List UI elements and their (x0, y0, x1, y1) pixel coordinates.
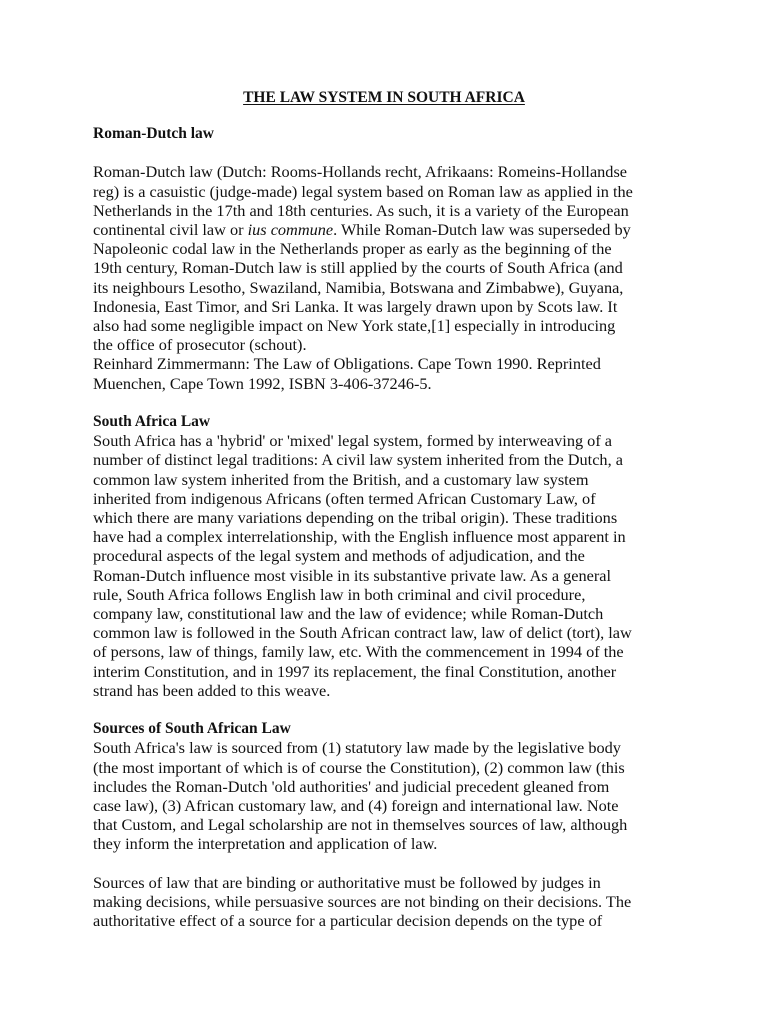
text-line: Roman-Dutch influence most visible in its substantive private law. As a general (93, 565, 612, 585)
text-line: includes the Roman-Dutch 'old authorities' and judicial precedent gleaned from (93, 776, 610, 796)
text-line: inherited from indigenous Africans (often termed African Customary Law, of (93, 488, 596, 508)
text-line: 19th century, Roman-Dutch law is still applied by the courts of South Africa (and (93, 258, 623, 278)
text-line: which there are many variations depending on the tribal origin). These traditions (93, 508, 618, 528)
text-line: Sources of law that are binding or authoritative must be followed by judges in (93, 872, 601, 892)
text-line: number of distinct legal traditions: A civil law system inherited from the Dutch, a (93, 450, 623, 470)
text-line: interim Constitution, and in 1997 its replacement, the final Constitution, another (93, 661, 617, 681)
text-line: strand has been added to this weave. (93, 680, 331, 700)
text-line: authoritative effect of a source for a particular decision depends on the type of (93, 911, 603, 931)
text-line: reg) is a casuistic (judge-made) legal system based on Roman law as applied in the (93, 181, 633, 201)
text-line: of persons, law of things, family law, etc. With the commencement in 1994 of the (93, 642, 624, 662)
text-line: the office of prosecutor (schout). (93, 335, 307, 355)
text-line: rule, South Africa follows English law in both criminal and civil procedure, (93, 584, 586, 604)
paragraph (93, 431, 653, 700)
text-line: have had a complex interrelationship, with the English influence most apparent in (93, 527, 626, 547)
text-line: that Custom, and Legal scholarship are not in themselves sources of law, although (93, 815, 628, 835)
text-line: its neighbours Lesotho, Swaziland, Namibia, Botswana and Zimbabwe), Guyana, (93, 277, 624, 297)
section-heading: Sources of South African Law (93, 720, 291, 738)
section-heading: South Africa Law (93, 413, 211, 431)
text-line: procedural aspects of the legal system and methods of adjudication, and the (93, 546, 585, 566)
section-heading: Roman-Dutch law (93, 125, 214, 142)
paragraph (93, 873, 653, 931)
text-line: Indonesia, East Timor, and Sri Lanka. It was largely drawn upon by Scots law. It (93, 296, 618, 316)
italic-term: ius commune (247, 220, 334, 239)
text-line: company law, constitutional law and the law of evidence; while Roman-Dutch (93, 604, 604, 624)
text-line: Napoleonic codal law in the Netherlands proper as early as the beginning of the (93, 239, 612, 259)
text-line: they inform the interpretation and application of law. (93, 834, 438, 854)
text-line: (the most important of which is of course the Constitution), (2) common law (this (93, 757, 625, 777)
paragraph (93, 162, 653, 392)
section-roman-dutch-law (93, 124, 653, 393)
text-line: Muenchen, Cape Town 1992, ISBN 3-406-37246-5. (93, 373, 432, 393)
text-line: Reinhard Zimmermann: The Law of Obligations. Cape Town 1990. Reprinted (93, 354, 601, 374)
paragraph (93, 738, 653, 853)
text-line: South Africa has a 'hybrid' or 'mixed' legal system, formed by interweaving of a (93, 431, 613, 451)
text-line: case law), (3) African customary law, and (4) foreign and international law. Note (93, 796, 619, 816)
text-line: common law is followed in the South African contract law, law of delict (tort), law (93, 623, 632, 643)
section-south-africa-law (93, 412, 653, 700)
text-line: making decisions, while persuasive sources are not binding on their decisions. The (93, 892, 632, 912)
document-body (93, 124, 653, 930)
text-line: Roman-Dutch law (Dutch: Rooms-Hollands recht, Afrikaans: Romeins-Hollandse (93, 162, 628, 182)
text-line: South Africa's law is sourced from (1) statutory law made by the legislative body (93, 738, 621, 758)
text-line: common law system inherited from the British, and a customary law system (93, 469, 589, 489)
section-sources-of-south-african-law (93, 719, 653, 930)
document-title: THE LAW SYSTEM IN SOUTH AFRICA (243, 89, 525, 106)
text-line: also had some negligible impact on New York state,[1] especially in introducing (93, 316, 616, 336)
text-line: continental civil law or ius commune. While Roman-Dutch law was superseded by (93, 220, 631, 239)
text-line: Netherlands in the 17th and 18th centuries. As such, it is a variety of the European (93, 200, 629, 220)
